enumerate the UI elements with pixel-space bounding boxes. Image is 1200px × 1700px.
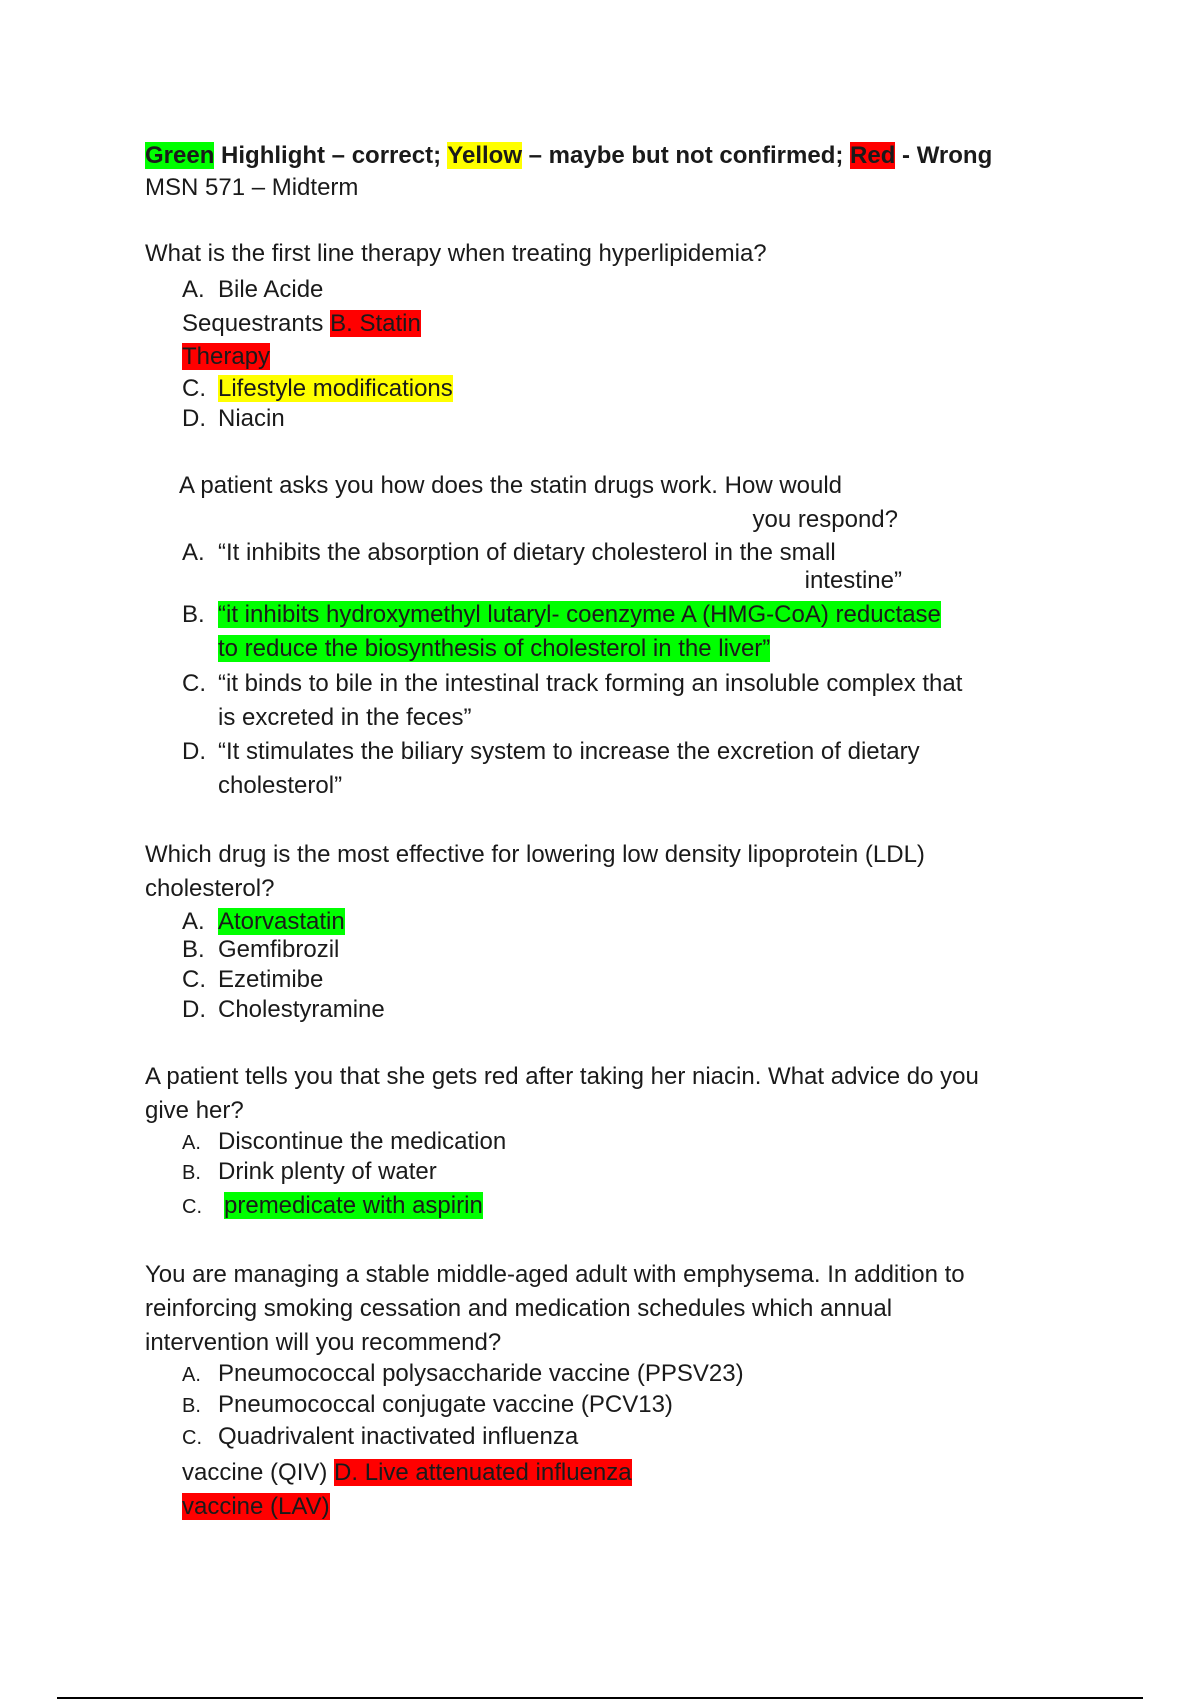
q4-question-line2: give her? xyxy=(145,1097,244,1124)
q2-question-line1: A patient asks you how does the statin drugs work. How would xyxy=(179,472,843,499)
q4-option-a xyxy=(182,1126,506,1159)
q4-b-text: Drink plenty of water xyxy=(218,1158,437,1185)
q2-option-d xyxy=(182,736,920,768)
legend-yellow: Yellow xyxy=(447,142,522,169)
q4-option-b xyxy=(182,1156,437,1189)
q2-d-line2: cholesterol” xyxy=(218,772,343,799)
q2-b-line2: to reduce the biosynthesis of cholesterol in the liver” xyxy=(218,635,771,662)
q3-d-letter: D. xyxy=(182,996,206,1023)
q1-d-letter: D. xyxy=(182,405,206,432)
q4-question-line1: A patient tells you that she gets red after taking her niacin. What advice do you xyxy=(145,1063,979,1090)
q5-option-d-part2: vaccine (LAV) xyxy=(182,1493,330,1520)
q2-d-letter: D. xyxy=(182,738,206,765)
q3-b-text: Gemfibrozil xyxy=(218,936,340,963)
q1-a-letter: A. xyxy=(182,276,205,303)
q3-question-line1: Which drug is the most effective for lowering low density lipoprotein (LDL) xyxy=(145,841,925,868)
q1-option-b-part1: B. Statin xyxy=(330,310,421,337)
q1-option-a-cont xyxy=(182,308,421,340)
q2-c-line1: “it binds to bile in the intestinal track forming an insoluble complex that xyxy=(218,670,963,697)
q4-a-text: Discontinue the medication xyxy=(218,1128,507,1155)
q4-b-letter: B. xyxy=(182,1162,201,1184)
q5-c-letter: C. xyxy=(182,1427,202,1449)
q1-c-letter: C. xyxy=(182,375,206,402)
q2-a-line1: “It inhibits the absorption of dietary cholesterol in the small xyxy=(218,539,836,566)
q2-option-b xyxy=(182,599,941,631)
q5-a-text: Pneumococcal polysaccharide vaccine (PPSV23) xyxy=(218,1360,744,1387)
q1-d-text: Niacin xyxy=(218,405,285,432)
q3-a-text: Atorvastatin xyxy=(218,908,345,935)
q2-option-c xyxy=(182,668,962,700)
q5-question-line3: intervention will you recommend? xyxy=(145,1329,502,1356)
q5-b-letter: B. xyxy=(182,1395,201,1417)
q4-c-letter: C. xyxy=(182,1196,202,1218)
q2-b-line1: “it inhibits hydroxymethyl lutaryl- coenzyme A (HMG-CoA) reductase xyxy=(218,601,941,628)
q2-b-letter: B. xyxy=(182,601,205,628)
q1-option-d xyxy=(182,403,285,435)
q5-option-d-cont xyxy=(182,1491,330,1523)
q1-a-text: Bile Acide xyxy=(218,276,324,303)
q5-question-line2: reinforcing smoking cessation and medication schedules which annual xyxy=(145,1295,893,1322)
q3-a-letter: A. xyxy=(182,908,205,935)
q2-question-line2: you respond? xyxy=(752,506,898,533)
q4-option-c xyxy=(182,1190,483,1223)
q3-c-letter: C. xyxy=(182,966,206,993)
q5-option-c-cont xyxy=(182,1457,632,1489)
q1-option-b-cont xyxy=(182,341,270,373)
q5-b-text: Pneumococcal conjugate vaccine (PCV13) xyxy=(218,1391,673,1418)
q5-question-line1: You are managing a stable middle-aged adult with emphysema. In addition to xyxy=(145,1261,965,1288)
q3-d-text: Cholestyramine xyxy=(218,996,385,1023)
q3-option-d xyxy=(182,994,385,1026)
page-bottom-rule xyxy=(57,1697,1143,1699)
q2-option-a xyxy=(182,537,836,569)
q2-c-line2: is excreted in the feces” xyxy=(218,704,472,731)
q1-option-b-part2: Therapy xyxy=(182,343,271,370)
q2-a-letter: A. xyxy=(182,539,205,566)
q5-a-letter: A. xyxy=(182,1364,201,1386)
q5-option-d-part1: D. Live attenuated influenza xyxy=(334,1459,632,1486)
q5-option-b xyxy=(182,1389,673,1422)
legend-green: Green xyxy=(145,142,215,169)
q3-question-line2: cholesterol? xyxy=(145,875,275,902)
q3-b-letter: B. xyxy=(182,936,205,963)
q1-a-line2: Sequestrants xyxy=(182,310,331,337)
document-subtitle: MSN 571 – Midterm xyxy=(145,174,359,201)
q3-c-text: Ezetimibe xyxy=(218,966,324,993)
q2-c-letter: C. xyxy=(182,670,206,697)
q5-c-line2: vaccine (QIV) xyxy=(182,1459,335,1486)
q1-option-a xyxy=(182,274,323,306)
q5-option-c xyxy=(182,1421,578,1454)
q2-d-line1: “It stimulates the biliary system to increase the excretion of dietary xyxy=(218,738,920,765)
q5-c-text: Quadrivalent inactivated influenza xyxy=(218,1423,579,1450)
q4-a-letter: A. xyxy=(182,1132,201,1154)
legend-green-text: Highlight – correct; xyxy=(214,142,448,169)
q1-question: What is the first line therapy when treating hyperlipidemia? xyxy=(145,240,767,267)
q3-option-c xyxy=(182,964,323,996)
q2-a-line2: intestine” xyxy=(804,567,902,594)
q2-b-line2-row xyxy=(218,633,770,665)
highlight-legend xyxy=(145,140,992,172)
q5-option-a xyxy=(182,1358,744,1391)
q1-c-text: Lifestyle modifications xyxy=(218,375,453,402)
legend-yellow-text: – maybe but not confirmed; xyxy=(522,142,851,169)
legend-red-text: - Wrong xyxy=(895,142,993,169)
legend-red: Red xyxy=(850,142,896,169)
q4-c-text: premedicate with aspirin xyxy=(224,1192,483,1219)
q3-option-b xyxy=(182,934,339,966)
q1-option-c xyxy=(182,373,453,405)
